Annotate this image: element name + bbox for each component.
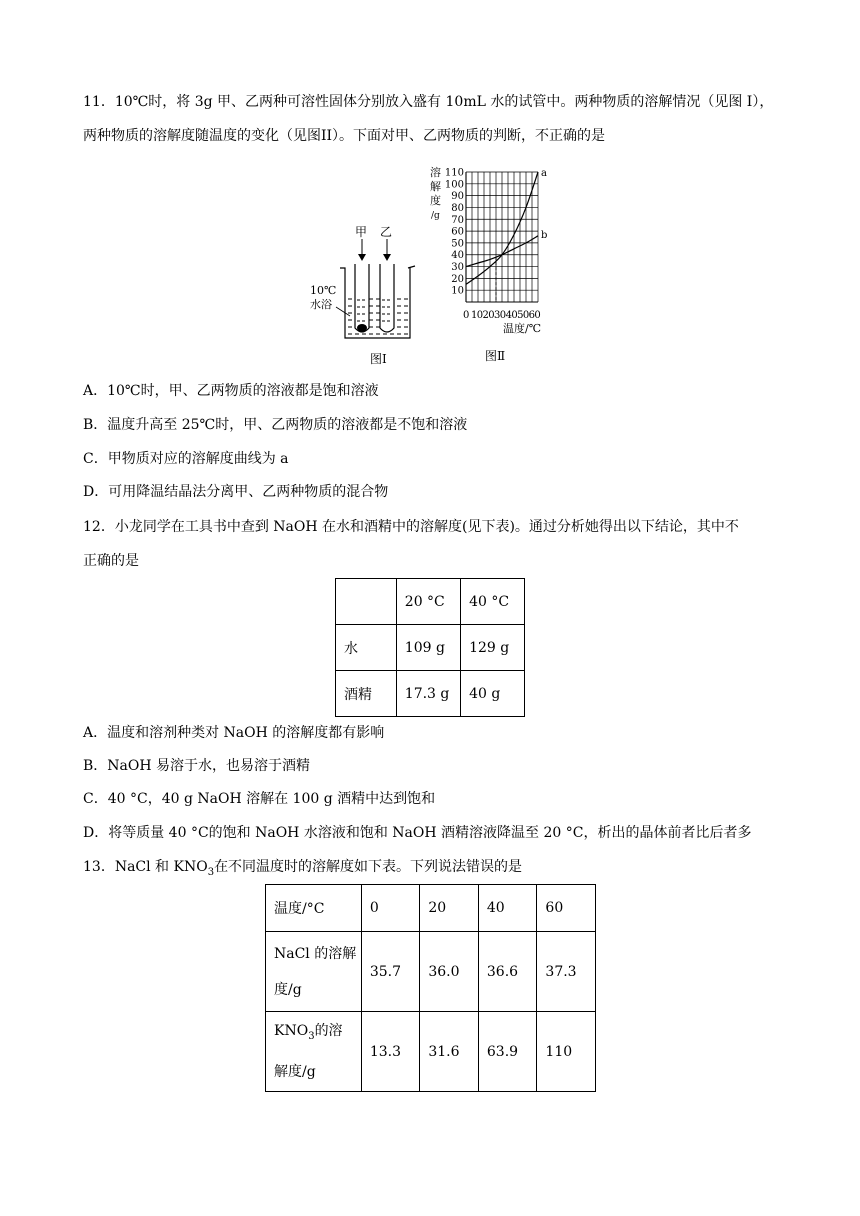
y-tick-label: 50 [451,238,464,250]
y-tick-label: 90 [451,191,464,203]
q11-option-c: C．甲物质对应的溶解度曲线为 a [83,451,289,467]
table-cell: 35.7 [361,932,420,1012]
q12-table [335,578,525,717]
q13-stem-sub: 3 [207,866,215,878]
kno3-sub: 3 [308,1030,315,1042]
q11-option-b: B．温度升高至 25℃时，甲、乙两物质的溶液都是不饱和溶液 [83,417,468,433]
table-row [336,625,525,671]
q13-table [265,884,596,1092]
label-jia: 甲 [355,225,368,239]
table-row [266,885,596,932]
ylabel-char: 解 [430,180,441,193]
q11-option-a: A．10℃时，甲、乙两物质的溶液都是饱和溶液 [83,383,379,399]
table-cell: 36.6 [478,932,537,1012]
y-tick-label: 20 [451,273,464,285]
y-tick-label: 100 [444,179,464,191]
q13-stem-pre: 13．NaCl 和 KNO [83,859,208,875]
table-row [266,1012,596,1092]
test-tube-jia [355,264,369,332]
table-cell: 20 °C [396,579,460,625]
table-row [266,932,596,1012]
figure-1-caption: 图Ⅰ [370,352,387,366]
bath-temp-label: 10℃ [310,284,337,297]
q12-option-c: C．40 °C，40 g NaOH 溶解在 100 g 酒精中达到饱和 [83,791,436,807]
bath-label: 水浴 [310,298,332,311]
x-tick-labels: 102030405060 [471,310,541,321]
y-tick-label: 30 [451,262,464,274]
chart-xlabel: 温度/℃ [503,322,542,335]
figure-2-caption: 图Ⅱ [485,349,506,363]
figure-2-solubility-chart [425,160,560,370]
beaker-lip [408,266,415,268]
y-tick-label: 110 [444,167,464,179]
y-tick-label: 60 [451,226,464,238]
undissolved-solid [357,324,367,332]
y-tick-label: 40 [451,250,464,262]
table-cell: 63.9 [478,1012,537,1092]
chart-y-ticks [445,168,464,297]
table-cell [266,932,362,1012]
table-cell: 温度/°C [266,885,362,932]
table-cell: 酒精 [336,671,397,717]
curve-b-label: b [541,229,548,241]
table-cell: 20 [420,885,479,932]
q13-stem [83,857,522,883]
table-cell: 40 °C [461,579,525,625]
chart-grid [466,172,538,302]
table-row [336,579,525,625]
y-tick-label: 10 [451,285,464,297]
x-origin-label: 0 [463,310,470,321]
q12-option-b: B．NaOH 易溶于水，也易溶于酒精 [83,758,311,774]
kno3-label-line2: 解度/g [274,1064,316,1081]
q11-stem-line1: 11．10℃时，将 3g 甲、乙两种可溶性固体分别放入盛有 10mL 水的试管中。两种物质的溶解情况（见图 I）， [83,94,774,110]
bath-pointer [336,307,350,316]
ylabel-char: /g [431,211,440,221]
table-row [336,671,525,717]
ylabel-char: 溶 [430,166,441,179]
table-cell: 109 g [396,625,460,671]
q13-stem-post: 在不同温度时的溶解度如下表。下列说法错误的是 [214,859,523,875]
kno3-label-line1 [274,1013,361,1055]
table-cell: 36.0 [420,932,479,1012]
table-cell: 17.3 g [396,671,460,717]
y-tick-label: 80 [451,202,464,214]
table-cell: 40 [478,885,537,932]
q11-stem-line2: 两种物质的溶解度随温度的变化（见图II）。下面对甲、乙两物质的判断，不正确的是 [83,128,606,144]
figure-1-beaker [300,220,425,370]
nacl-label-line1: NaCl 的溶解 [274,945,357,962]
q12-option-a: A．温度和溶剂种类对 NaOH 的溶解度都有影响 [83,725,385,741]
table-cell: 37.3 [537,932,596,1012]
table-cell [336,579,397,625]
table-cell: 13.3 [361,1012,420,1092]
q12-stem-line1: 12．小龙同学在工具书中查到 NaOH 在水和酒精中的溶解度(见下表)。通过分析她得出以下结论，其中不 [83,519,739,535]
ylabel-char: 度 [430,194,441,207]
table-cell [266,1012,362,1092]
kno3-post: 的溶 [314,1022,343,1039]
table-cell: 0 [361,885,420,932]
nacl-label-line2: 度/g [274,981,302,998]
table-cell: 60 [537,885,596,932]
q12-option-d: D．将等质量 40 °C的饱和 NaOH 水溶液和饱和 NaOH 酒精溶液降温至 20 °C，析出的晶体前者比后者多 [83,825,752,841]
y-tick-label: 70 [451,214,464,226]
table-cell: 31.6 [420,1012,479,1092]
arrow-yi-head [383,254,391,261]
table-cell: 129 g [461,625,525,671]
q11-option-d: D．可用降温结晶法分离甲、乙两种物质的混合物 [83,484,389,500]
arrow-jia-head [358,254,366,261]
table-cell: 水 [336,625,397,671]
label-yi: 乙 [380,225,393,239]
chart-ylabel [430,165,441,221]
table-cell: 110 [537,1012,596,1092]
table-cell: 40 g [461,671,525,717]
kno3-pre: KNO [274,1022,309,1039]
test-tube-yi [380,264,394,332]
curve-a-label: a [541,168,547,179]
q12-stem-line2: 正确的是 [83,553,139,569]
